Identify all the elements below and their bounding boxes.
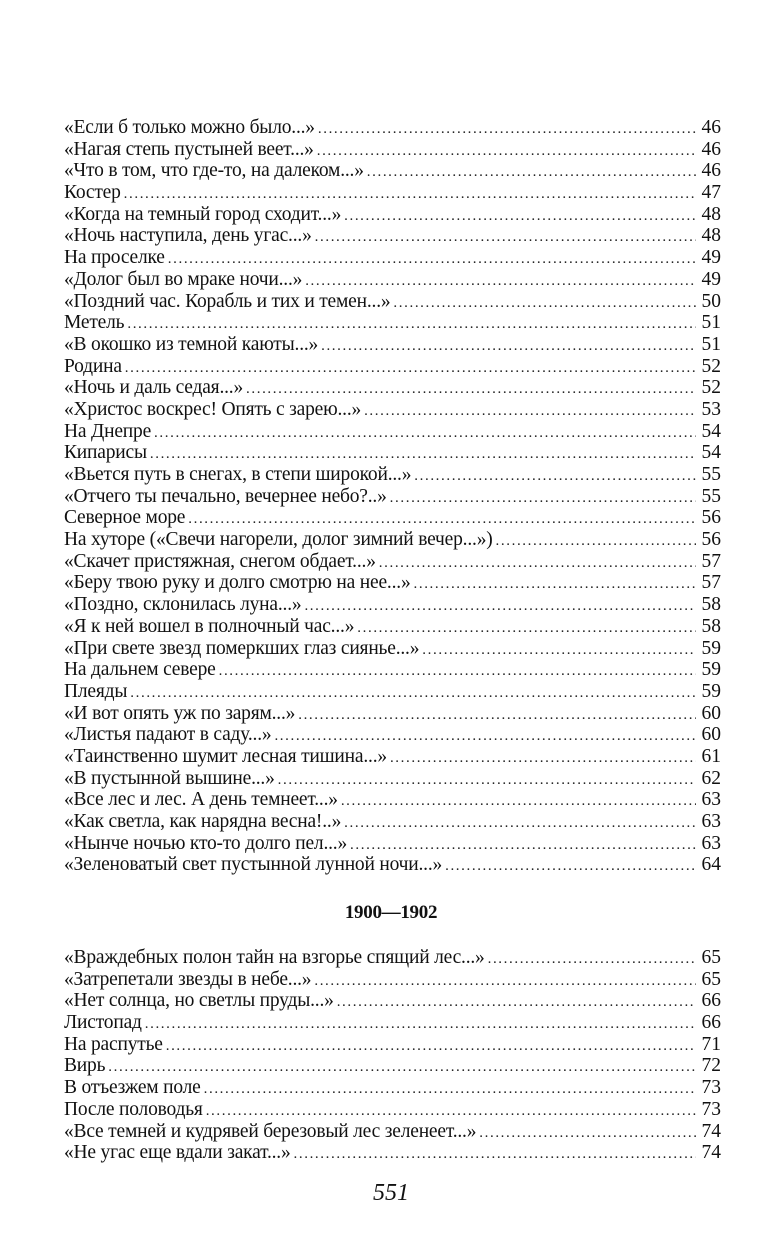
toc-entry-page: 53 xyxy=(701,398,721,420)
toc-entry-page: 51 xyxy=(701,312,721,334)
toc-entry xyxy=(64,833,721,855)
dot-leader xyxy=(414,574,697,596)
dot-leader xyxy=(393,293,696,315)
dot-leader xyxy=(445,856,696,878)
toc-entry-title: «Поздно, склонилась луна...» xyxy=(64,594,302,616)
dot-leader xyxy=(344,813,696,835)
toc-entry-title: «Если б только можно было...» xyxy=(64,117,315,138)
toc-entry-title: «При свете звезд померкших глаз сиянье...» xyxy=(64,637,420,659)
toc-entry xyxy=(64,377,721,399)
toc-entry xyxy=(64,225,721,247)
toc-entry xyxy=(64,746,721,768)
toc-entry xyxy=(64,768,721,790)
toc-entry-page: 73 xyxy=(701,1077,721,1099)
toc-entry-page: 46 xyxy=(701,117,721,138)
dot-leader xyxy=(496,531,696,553)
dot-leader xyxy=(390,488,696,510)
toc-entry-page: 59 xyxy=(701,659,721,681)
dot-leader xyxy=(357,618,696,640)
dot-leader xyxy=(314,971,696,993)
toc-entry-page: 61 xyxy=(701,745,721,767)
toc-entry-page: 58 xyxy=(701,594,721,616)
dot-leader xyxy=(150,444,696,466)
toc-entry-page: 50 xyxy=(701,290,721,312)
toc-entry-page: 58 xyxy=(701,615,721,637)
toc-entry xyxy=(64,399,721,421)
toc-entry-page: 52 xyxy=(701,355,721,377)
toc-entry xyxy=(64,594,721,616)
toc-entry xyxy=(64,182,721,204)
toc-entry-page: 71 xyxy=(701,1033,721,1055)
toc-entry xyxy=(64,312,721,334)
toc-entry-page: 65 xyxy=(701,968,721,990)
dot-leader xyxy=(125,358,696,380)
dot-leader xyxy=(350,835,696,857)
page-number: 551 xyxy=(373,1180,409,1206)
toc-entry xyxy=(64,507,721,529)
toc-entry xyxy=(64,638,721,660)
toc-entry-page: 49 xyxy=(701,268,721,290)
dot-leader xyxy=(127,314,696,336)
toc-entry xyxy=(64,334,721,356)
toc-entry-page: 46 xyxy=(701,138,721,160)
dot-leader xyxy=(204,1079,696,1101)
toc-entry xyxy=(64,1077,721,1099)
toc-entry-title: На распутье xyxy=(64,1033,163,1055)
toc-entry-page: 65 xyxy=(701,947,721,968)
toc-entry-title: Метель xyxy=(64,312,125,334)
toc-entry-page: 66 xyxy=(701,990,721,1012)
toc-entry-title: «Затрепетали звезды в небе...» xyxy=(64,968,312,990)
toc-entry xyxy=(64,854,721,876)
dot-leader xyxy=(188,509,696,531)
dot-leader xyxy=(274,726,696,748)
dot-leader xyxy=(318,119,696,141)
toc-entry xyxy=(64,681,721,703)
toc-entry xyxy=(64,659,721,681)
toc-entry xyxy=(64,990,721,1012)
toc-entry-page: 47 xyxy=(701,182,721,204)
toc-entry xyxy=(64,291,721,313)
toc-entry-title: Родина xyxy=(64,355,122,377)
toc-entry-page: 56 xyxy=(701,507,721,529)
dot-leader xyxy=(168,249,696,271)
toc-entry-page: 63 xyxy=(701,832,721,854)
toc-entry-title: Кипарисы xyxy=(64,442,147,464)
dot-leader xyxy=(315,227,696,249)
toc-entry-title: «Враждебных полон тайн на взгорье спящий лес...» xyxy=(64,947,485,968)
dot-leader xyxy=(124,184,696,206)
toc-entry-title: «Зеленоватый свет пустынной лунной ночи...» xyxy=(64,854,443,876)
toc-entry-page: 46 xyxy=(701,160,721,182)
toc-entry xyxy=(64,703,721,725)
toc-entry-title: «Нет солнца, но светлы пруды...» xyxy=(64,990,334,1012)
toc-entry-page: 72 xyxy=(701,1055,721,1077)
toc-entry-page: 54 xyxy=(701,420,721,442)
dot-leader xyxy=(344,206,696,228)
toc-entry-title: «Как светла, как нарядна весна!..» xyxy=(64,811,342,832)
toc-entry xyxy=(64,204,721,226)
toc-entry-title: «Беру твою руку и долго смотрю на нее...» xyxy=(64,572,411,594)
toc-entry xyxy=(64,529,721,551)
dot-leader xyxy=(379,553,696,575)
toc-entry xyxy=(64,1055,721,1077)
toc-entry-page: 55 xyxy=(701,464,721,485)
toc-entry-title: Листопад xyxy=(64,1012,142,1034)
toc-entry-title: Вирь xyxy=(64,1055,106,1077)
toc-entry-page: 57 xyxy=(701,572,721,594)
toc-entry xyxy=(64,247,721,269)
toc-entry-page: 59 xyxy=(701,680,721,702)
dot-leader xyxy=(390,748,696,770)
toc-entry xyxy=(64,1121,721,1143)
toc-entry-title: «Скачет пристяжная, снегом обдает...» xyxy=(64,550,376,572)
toc-entry-title: «И вот опять уж по зарям...» xyxy=(64,702,296,724)
toc-entry-page: 51 xyxy=(701,333,721,355)
toc-entry xyxy=(64,724,721,746)
toc-entry-page: 74 xyxy=(701,1120,721,1142)
dot-leader xyxy=(246,379,696,401)
toc-entry xyxy=(64,421,721,443)
toc-entry-page: 74 xyxy=(701,1142,721,1164)
toc-entry-title: «Я к ней вошел в полночный час...» xyxy=(64,615,355,637)
toc-entry-title: На проселке xyxy=(64,247,165,269)
toc-entry-title: На Днепре xyxy=(64,420,152,442)
toc-entry xyxy=(64,616,721,638)
toc-entry-title: «Ночь и даль седая...» xyxy=(64,377,244,399)
dot-leader xyxy=(422,640,696,662)
toc-entry-title: «Долог был во мраке ночи...» xyxy=(64,268,303,290)
toc-entry-page: 66 xyxy=(701,1012,721,1034)
toc-entry xyxy=(64,1034,721,1056)
toc-entry-title: «Когда на темный город сходит...» xyxy=(64,203,342,225)
toc-entry-title: «Все лес и лес. А день темнеет...» xyxy=(64,789,338,811)
toc-entry xyxy=(64,442,721,464)
toc-entry-title: «Поздний час. Корабль и тих и темен...» xyxy=(64,290,391,312)
toc-list-part1 xyxy=(64,117,721,876)
toc-entry-page: 54 xyxy=(701,442,721,464)
dot-leader xyxy=(294,1144,696,1166)
toc-entry xyxy=(64,551,721,573)
toc-entry-page: 49 xyxy=(701,247,721,269)
toc-entry xyxy=(64,811,721,833)
toc-entry xyxy=(64,1012,721,1034)
toc-entry xyxy=(64,947,721,969)
dot-leader xyxy=(305,271,696,293)
toc-entry-page: 48 xyxy=(701,203,721,225)
toc-entry-page: 62 xyxy=(701,767,721,789)
toc-entry-page: 60 xyxy=(701,702,721,724)
toc-entry-title: «Листья падают в саду...» xyxy=(64,724,272,746)
toc-entry-title: «В пустынной вышине...» xyxy=(64,767,275,789)
dot-leader xyxy=(304,596,696,618)
toc-entry xyxy=(64,789,721,811)
toc-entry-page: 55 xyxy=(701,485,721,507)
toc-entry-title: Северное море xyxy=(64,507,186,529)
dot-leader xyxy=(321,336,696,358)
toc-entry xyxy=(64,464,721,486)
toc-entry-title: «Таинственно шумит лесная тишина...» xyxy=(64,745,387,767)
dot-leader xyxy=(317,141,696,163)
dot-leader xyxy=(166,1036,696,1058)
dot-leader xyxy=(108,1057,696,1079)
dot-leader xyxy=(414,466,696,488)
toc-entry-page: 59 xyxy=(701,637,721,659)
toc-entry xyxy=(64,139,721,161)
toc-entry-title: «Что в том, что где-то, на далеком...» xyxy=(64,160,364,182)
toc-entry xyxy=(64,117,721,139)
toc-entry-page: 63 xyxy=(701,811,721,832)
toc-entry-title: «Отчего ты печально, вечернее небо?..» xyxy=(64,485,387,507)
dot-leader xyxy=(298,705,696,727)
toc-list-part2 xyxy=(64,947,721,1164)
dot-leader xyxy=(337,992,696,1014)
toc-entry-page: 63 xyxy=(701,789,721,811)
dot-leader xyxy=(341,791,696,813)
toc-entry-title: На хуторе («Свечи нагорели, долог зимний вечер...») xyxy=(64,529,493,551)
toc-entry xyxy=(64,160,721,182)
dot-leader xyxy=(145,1014,696,1036)
toc-entry xyxy=(64,356,721,378)
toc-entry xyxy=(64,1142,721,1164)
toc-entry-title: Костер xyxy=(64,182,121,204)
toc-entry-title: После половодья xyxy=(64,1098,203,1120)
dot-leader xyxy=(278,770,696,792)
dot-leader xyxy=(154,423,696,445)
toc-entry-title: «Все темней и кудрявей березовый лес зеленеет...» xyxy=(64,1120,477,1142)
toc-entry-title: «В окошко из темной каюты...» xyxy=(64,333,319,355)
toc-entry-title: «Нынче ночью кто-то долго пел...» xyxy=(64,832,348,854)
toc-entry-page: 56 xyxy=(701,529,721,551)
dot-leader xyxy=(488,949,696,971)
dot-leader xyxy=(206,1101,696,1123)
toc-entry xyxy=(64,969,721,991)
toc-entry-title: На дальнем севере xyxy=(64,659,216,681)
toc-entry xyxy=(64,486,721,508)
toc-entry-title: «Нагая степь пустыней веет...» xyxy=(64,138,314,160)
toc-entry-title: В отъезжем поле xyxy=(64,1077,201,1099)
toc-entry-page: 60 xyxy=(701,724,721,746)
toc-entry-page: 48 xyxy=(701,225,721,247)
toc-entry-title: «Христос воскрес! Опять с зарею...» xyxy=(64,398,362,420)
toc-entry-page: 73 xyxy=(701,1098,721,1120)
section-heading: 1900—1902 xyxy=(344,902,438,923)
toc-entry xyxy=(64,1099,721,1121)
dot-leader xyxy=(130,683,696,705)
toc-entry xyxy=(64,269,721,291)
dot-leader xyxy=(364,401,696,423)
dot-leader xyxy=(479,1123,696,1145)
toc-entry-page: 52 xyxy=(701,377,721,399)
dot-leader xyxy=(219,661,696,683)
toc-entry-title: «Ночь наступила, день угас...» xyxy=(64,225,312,247)
toc-entry-title: Плеяды xyxy=(64,680,128,702)
toc-entry xyxy=(64,572,721,594)
dot-leader xyxy=(367,162,696,184)
toc-entry-page: 57 xyxy=(701,550,721,572)
toc-entry-title: «Не угас еще вдали закат...» xyxy=(64,1142,291,1164)
toc-entry-title: «Вьется путь в снегах, в степи широкой...» xyxy=(64,464,412,485)
toc-entry-page: 64 xyxy=(701,854,721,876)
